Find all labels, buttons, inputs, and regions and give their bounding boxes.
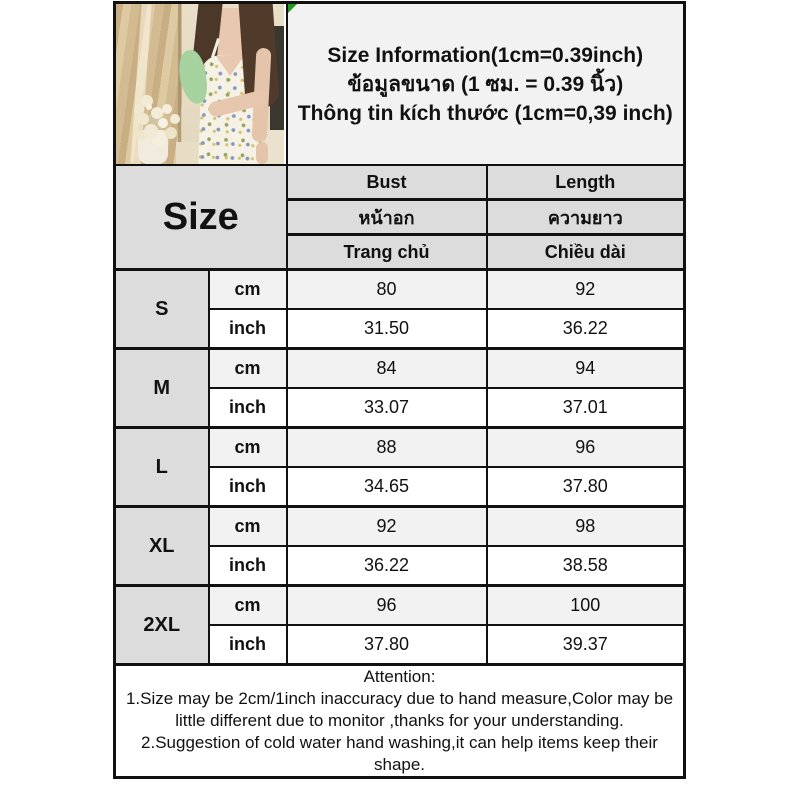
table-row	[115, 586, 685, 626]
table-row	[115, 507, 685, 547]
attention-note	[115, 665, 685, 778]
unit-cm: cm	[209, 428, 287, 468]
unit-inch: inch	[209, 467, 287, 507]
length-cm-2xl: 100	[487, 586, 685, 626]
bust-inch-l: 34.65	[287, 467, 487, 507]
bust-header-vi: Trang chủ	[287, 235, 487, 270]
corner-fold-icon	[288, 4, 297, 13]
title-vietnamese: Thông tin kích thước (1cm=0,39 inch)	[297, 101, 673, 125]
bust-inch-2xl: 37.80	[287, 625, 487, 665]
attention-heading: Attention:	[363, 667, 436, 686]
size-chart-table	[113, 1, 686, 779]
table-row	[115, 270, 685, 310]
page-title	[287, 3, 685, 166]
length-cm-l: 96	[487, 428, 685, 468]
length-header-vi: Chiều dài	[487, 235, 685, 270]
length-cm-s: 92	[487, 270, 685, 310]
size-label-m: M	[115, 349, 209, 428]
unit-inch: inch	[209, 546, 287, 586]
size-label-s: S	[115, 270, 209, 349]
unit-inch: inch	[209, 625, 287, 665]
bust-cm-l: 88	[287, 428, 487, 468]
bust-cm-s: 80	[287, 270, 487, 310]
unit-inch: inch	[209, 388, 287, 428]
length-header-en: Length	[487, 165, 685, 200]
unit-cm: cm	[209, 586, 287, 626]
size-label-2xl: 2XL	[115, 586, 209, 665]
product-photo	[116, 4, 284, 164]
unit-cm: cm	[209, 507, 287, 547]
size-chart-sheet	[113, 1, 686, 779]
bust-header-en: Bust	[287, 165, 487, 200]
bust-cm-2xl: 96	[287, 586, 487, 626]
length-inch-s: 36.22	[487, 309, 685, 349]
window-sill	[266, 130, 284, 164]
length-cm-xl: 98	[487, 507, 685, 547]
title-english: Size Information(1cm=0.39inch)	[327, 43, 644, 67]
flower-vase	[138, 130, 168, 164]
bust-inch-xl: 36.22	[287, 546, 487, 586]
size-label-l: L	[115, 428, 209, 507]
length-cm-m: 94	[487, 349, 685, 389]
length-inch-m: 37.01	[487, 388, 685, 428]
unit-cm: cm	[209, 349, 287, 389]
title-thai: ข้อมูลขนาด (1 ซม. = 0.39 นิ้ว)	[347, 72, 624, 96]
attention-line-2: 2.Suggestion of cold water hand washing,it can help items keep their shape.	[141, 733, 658, 774]
flowers	[146, 104, 152, 110]
size-label-xl: XL	[115, 507, 209, 586]
bust-inch-s: 31.50	[287, 309, 487, 349]
bust-cm-m: 84	[287, 349, 487, 389]
table-row	[115, 349, 685, 389]
column-header-row-en	[115, 165, 685, 200]
bust-header-th: หน้าอก	[287, 200, 487, 235]
size-corner-label: Size	[115, 165, 287, 270]
model-leg	[256, 142, 268, 164]
bust-inch-m: 33.07	[287, 388, 487, 428]
length-inch-xl: 38.58	[487, 546, 685, 586]
table-row	[115, 428, 685, 468]
attention-line-1: 1.Size may be 2cm/1inch inaccuracy due to hand measure,Color may be little different due to monitor ,thanks for your understanding.	[125, 689, 674, 730]
attention-row	[115, 665, 685, 778]
product-photo-cell	[115, 3, 287, 166]
length-inch-l: 37.80	[487, 467, 685, 507]
unit-inch: inch	[209, 309, 287, 349]
bust-cm-xl: 92	[287, 507, 487, 547]
header-row	[115, 3, 685, 166]
unit-cm: cm	[209, 270, 287, 310]
length-inch-2xl: 39.37	[487, 625, 685, 665]
length-header-th: ความยาว	[487, 200, 685, 235]
